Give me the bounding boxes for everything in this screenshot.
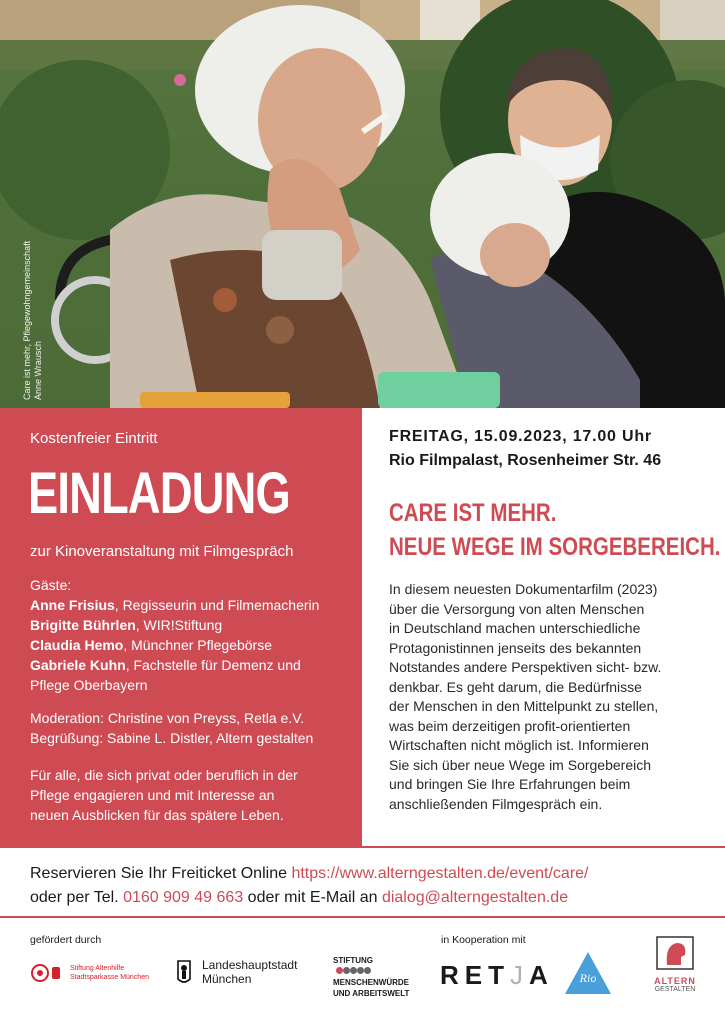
rio-triangle-icon <box>563 950 613 996</box>
reservation-text: Reservieren Sie Ihr Freiticket Online <box>30 865 292 882</box>
film-title <box>389 496 720 564</box>
greeting-text: Begrüßung: Sabine L. Distler, Altern gestalten <box>30 730 314 746</box>
retla-bar: J <box>510 960 529 990</box>
guest-name: Anne Frisius <box>30 597 115 613</box>
invitation-subtitle: zur Kinoveranstaltung mit Filmgespräch <box>30 543 294 560</box>
guest-item <box>30 615 355 635</box>
sparkasse-emblem-icon <box>30 960 64 986</box>
hero-photo <box>0 0 725 408</box>
reservation-info <box>30 862 589 910</box>
photo-credit-author: Anne Wrausch <box>33 341 43 400</box>
sparkasse-line: Stadtsparkasse München <box>70 974 149 981</box>
description-line: Protagonistinnen jenseits des bekannten <box>389 639 642 656</box>
guest-item <box>30 635 355 655</box>
invitation-title: EINLADUNG <box>28 461 290 526</box>
retla-text: RET <box>440 960 510 990</box>
reservation-line-online <box>30 862 589 886</box>
stiftung-dots-icon <box>336 966 409 977</box>
guest-role: , WIR!Stiftung <box>135 617 223 633</box>
moderation-text: Moderation: Christine von Preyss, Retla e.V. <box>30 710 305 726</box>
divider-top <box>0 846 725 848</box>
munich-city-logo <box>174 958 297 986</box>
description-line: in Deutschland machen unterschiedliche <box>389 620 641 636</box>
guest-role: , Fachstelle für Demenz und <box>125 657 301 673</box>
sparkasse-line: Stiftung Altenhilfe <box>70 965 125 972</box>
stiftung-word: STIFTUNG <box>333 956 373 965</box>
description-line: Sie sich über neue Wege im Sorgebereich <box>389 756 652 773</box>
photo-credit-line: Care ist mehr, Pflegewohngemeinschaft <box>22 240 32 400</box>
description-line: der Menschen in den Mittelpunkt zu stellen, <box>389 698 659 714</box>
description-line: denkbar. Es geht darum, die Bedürfnisse <box>389 678 642 695</box>
film-title-line: CARE IST MEHR. <box>389 499 557 527</box>
cooperation-label: in Kooperation mit <box>441 934 526 946</box>
gestalten-word: GESTALTEN <box>654 986 696 993</box>
phone-number[interactable]: 0160 909 49 663 <box>123 889 244 906</box>
stiftung-line: UND ARBEITSWELT <box>333 989 410 998</box>
guest-name: Claudia Hemo <box>30 637 124 653</box>
description-line: In diesem neuesten Dokumentarfilm (2023) <box>389 581 658 597</box>
guest-role: , Münchner Pflegebörse <box>123 637 272 653</box>
guest-item <box>30 655 355 675</box>
photo-credit <box>22 220 44 400</box>
description-line: was beim derzeitigen profit-orientierten <box>389 717 631 734</box>
altern-word: ALTERN <box>654 976 696 986</box>
film-title-line: NEUE WEGE IM SORGEBEREICH. <box>389 533 721 561</box>
stiftung-line <box>333 955 409 977</box>
guest-role-continuation: Pflege Oberbayern <box>30 677 148 693</box>
guest-list <box>30 575 355 695</box>
description-line: Wirtschaften nicht möglich ist. Informieren <box>389 737 649 753</box>
supported-by-label: gefördert durch <box>30 934 102 946</box>
munich-line: München <box>202 972 252 986</box>
description-line: und bringen Sie Ihre Erfahrungen beim <box>389 776 631 792</box>
reservation-text: oder per Tel. <box>30 889 124 906</box>
reservation-line-contact <box>30 886 589 910</box>
munich-child-icon <box>174 959 194 985</box>
divider-bottom <box>0 916 725 918</box>
email-link[interactable]: dialog@alterngestalten.de <box>381 889 569 906</box>
description-line: Notstandes andere Perspektiven sicht- bzw. <box>389 659 662 675</box>
rio-filmpalast-logo <box>563 950 613 996</box>
description-line: anschließenden Filmgespräch ein. <box>389 795 603 812</box>
invitation-panel <box>0 408 362 846</box>
altern-gestalten-head-icon <box>655 935 695 971</box>
audience-text <box>30 765 330 825</box>
event-venue: Rio Filmpalast, Rosenheimer Str. 46 <box>389 452 662 469</box>
guest-name: Gabriele Kuhn <box>30 657 126 673</box>
audience-line: Pflege engagieren und mit Interesse an <box>30 787 275 803</box>
stiftung-menschenwuerde-logo <box>333 955 409 999</box>
guest-item <box>30 595 355 615</box>
reservation-text: oder mit E-Mail an <box>243 889 382 906</box>
moderation-block <box>30 708 313 748</box>
retla-text-end: A <box>529 960 554 990</box>
retla-logo <box>440 960 554 991</box>
free-entry-label: Kostenfreier Eintritt <box>30 430 158 447</box>
reservation-url-link[interactable]: https://www.alterngestalten.de/event/care/ <box>291 865 589 882</box>
sparkasse-logo <box>30 958 170 988</box>
guest-name: Brigitte Bührlen <box>30 617 136 633</box>
stiftung-line: MENSCHENWÜRDE <box>333 978 409 987</box>
sparkasse-text <box>70 964 149 982</box>
film-description <box>389 580 707 814</box>
photo-illustration <box>0 0 725 408</box>
event-date: FREITAG, 15.09.2023, 17.00 Uhr <box>389 428 652 445</box>
guest-role: , Regisseurin und Filmemacherin <box>114 597 320 613</box>
guests-label: Gäste: <box>30 577 72 593</box>
altern-gestalten-logo <box>651 935 699 993</box>
description-line: über die Versorgung von alten Menschen <box>389 600 645 617</box>
audience-line: neuen Ausblicken für das spätere Leben. <box>30 807 284 823</box>
munich-text <box>202 958 297 986</box>
munich-line: Landeshauptstadt <box>202 958 298 972</box>
audience-line: Für alle, die sich privat oder beruflich in der <box>30 767 298 783</box>
rio-text: Rio <box>579 971 597 985</box>
